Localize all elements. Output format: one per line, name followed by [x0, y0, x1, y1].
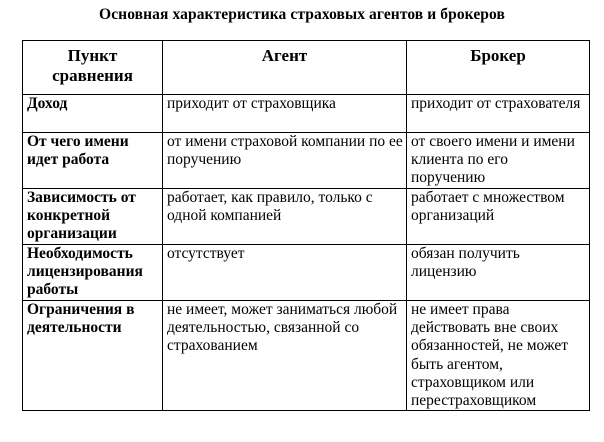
agent-cell: от имени страховой компании по ее поручению: [163, 133, 407, 189]
agent-cell: работает, как правило, только с одной компанией: [163, 189, 407, 245]
agent-cell: не имеет, может заниматься любой деятельностью, связанной со страхованием: [163, 301, 407, 411]
broker-cell: приходит от страхователя: [407, 95, 590, 133]
broker-cell: не имеет права действовать вне своих обязанностей, не может быть агентом, страховщиком или перестраховщиком: [407, 301, 590, 411]
row-criterion: Доход: [23, 95, 163, 133]
table-header-row: [23, 41, 590, 95]
row-criterion: Необходимость лицензирования работы: [23, 245, 163, 301]
header-criterion: Пункт сравнения: [23, 41, 163, 95]
table-row: [23, 95, 590, 133]
row-criterion: От чего имени идет работа: [23, 133, 163, 189]
broker-cell: обязан получить лицензию: [407, 245, 590, 301]
agent-cell: приходит от страховщика: [163, 95, 407, 133]
row-criterion: Зависимость от конкретной организации: [23, 189, 163, 245]
table-row: [23, 133, 590, 189]
table-row: [23, 245, 590, 301]
table-row: [23, 189, 590, 245]
row-criterion: Ограничения в деятельности: [23, 301, 163, 411]
agent-cell: отсутствует: [163, 245, 407, 301]
broker-cell: работает с множеством организаций: [407, 189, 590, 245]
header-agent: Агент: [163, 41, 407, 95]
broker-cell: от своего имени и имени клиента по его поручению: [407, 133, 590, 189]
header-broker: Брокер: [407, 41, 590, 95]
table-row: [23, 301, 590, 411]
document-title: Основная характеристика страховых агентов и брокеров: [99, 6, 505, 23]
comparison-table: [22, 40, 590, 411]
